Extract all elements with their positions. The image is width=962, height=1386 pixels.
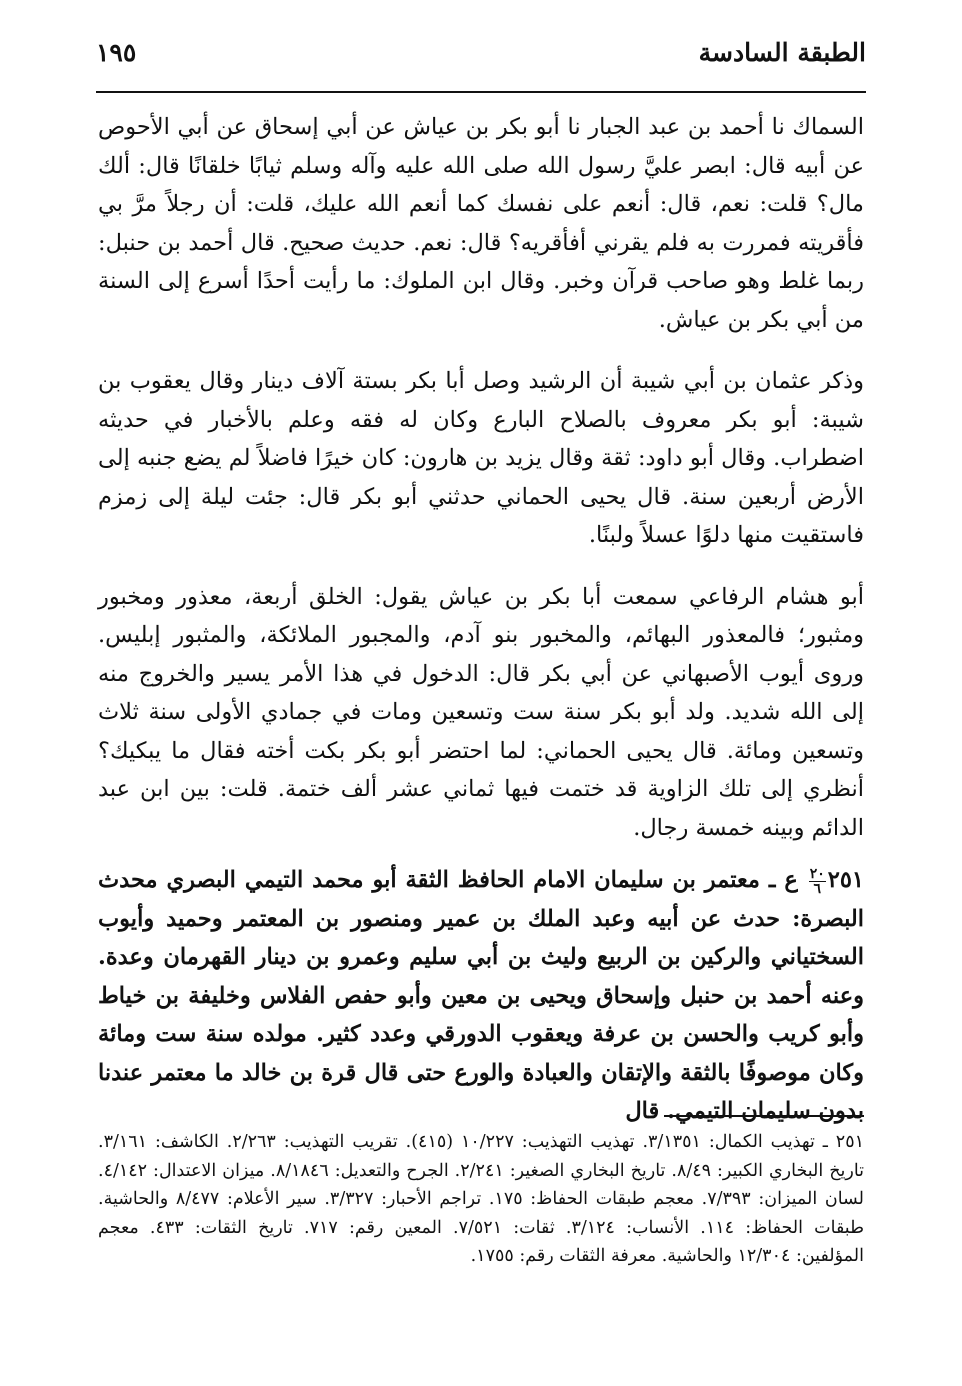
footnote-rule xyxy=(664,1115,864,1117)
header-rule xyxy=(96,91,866,93)
footnotes xyxy=(98,1128,864,1271)
chapter-title: الطبقة السادسة xyxy=(698,38,866,67)
entry-text: ع ـ معتمر بن سليمان الامام الحافظ الثقة أبو محمد التيمي البصري محدث البصرة: حدث عن أبيه وعبد الملك بن عمير ومنصور بن المعتمر وحميد وأيوب السختياني والركين بن الربيع وليث بن أبي سليم وعمرو بن دينار القهرمان وعدة. وعنه أحمد بن حنبل وإسحاق ويحيى بن معين وأبو حفص الفلاس وخليفة بن خياط وأبو كريب والحسن بن عرفة ويعقوب الدورقي وعدد كثير. مولده سنة ست ومائة وكان موصوفًا بالثقة والإتقان والعبادة والورع حتى قال قرة بن خالد ما معتمر عندنا بدون سليمان التيمي. قال xyxy=(98,867,864,1124)
entry-number: ٢٥١ xyxy=(827,867,865,893)
paragraph-3: أبو هشام الرفاعي سمعت أبا بكر بن عياش يقول: الخلق أربعة، معذور ومخبور ومثبور؛ فالمعذور البهائم، والمخبور بنو آدم، والمجبور الملائكة، والمثبور إبليس. وروى أيوب الأصبهاني عن أبي بكر قال: الدخول في هذا الأمر يسير والخروج منه إلى الله شديد. ولد أبو بكر سنة ست وتسعين ومات في جمادي الأولى سنة ثلاث وتسعين ومائة. قال يحيى الحماني: لما احتضر أبو بكر بكت أخته فقال ما يبكيك؟ أنظري إلى تلك الزاوية قد ختمت فيها ثماني عشر ألف ختمة. قلت: بين ابن عبد الدائم وبينه خمسة رجال. xyxy=(98,583,864,841)
fraction-top: ٢٠ xyxy=(809,865,825,882)
fraction-bottom: ٦ xyxy=(813,880,821,897)
page-number: ١٩٥ xyxy=(96,38,137,67)
paragraph-2: وذكر عثمان بن أبي شيبة أن الرشيد وصل أبا بكر بستة آلاف دينار وقال يعقوب بن شيبة: أبو بكر معروف بالصلاح البارع وكان له فقه وعلم بالأخبار في حديثه اضطراب. وقال أبو داود: ثقة وقال يزيد بن هارون: كان خيرًا فاضلاً لم يضع جنبه إلى الأرض أربعين سنة. قال يحيى الحماني حدثني أبو بكر قال: جئت ليلة إلى زمزم فاستقيت منها دلوًا عسلاً ولبنًا. xyxy=(98,368,864,548)
page-header xyxy=(96,38,866,78)
main-text xyxy=(98,108,864,1131)
footnote-text: ٢٥١ ـ تهذيب الكمال: ٣/١٣٥١. تهذيب التهذيب: ١٠/٢٢٧ (٤١٥). تقريب التهذيب: ٢/٢٦٣. الكاشف: ٣/١٦١. تاريخ البخاري الكبير: ٨/٤٩. تاريخ البخاري الصغير: ٢/٢٤١. الجرح والتعديل: ٨/١٨٤٦. ميزان الاعتدال: ٤/١٤٢. لسان الميزان: ٧/٣٩٣. معجم طبقات الحفاظ: ١٧٥. تراجم الأحبار: ٣/٣٢٧. سير الأعلام: ٨/٤٧٧ والحاشية. طبقات الحفاظ: ١١٤. الأنساب: ٣/١٢٤. ثقات: ٧/٥٢١. المعين رقم: ٧١٧. تاريخ الثقات: ٤٣٣. معجم المؤلفين: ١٢/٣٠٤ والحاشية. معرفة الثقات رقم: ١٧٥٥. xyxy=(98,1132,865,1266)
biography-entry xyxy=(98,861,864,1131)
paragraph-1: السماك نا أحمد بن عبد الجبار نا أبو بكر بن عياش عن أبي إسحاق عن أبي الأحوص عن أبيه قال: ابصر عليَّ رسول الله صلى الله عليه وآله وسلم ثيابًا خلقانًا قال: ألك مال؟ قلت: نعم، قال: أنعم على نفسك كما أنعم الله عليك، قلت: أن رجلاً مرَّ بي فأقريته فمررت به فلم يقرني أفأقريه؟ قال: نعم. حديث صحيح. قال أحمد بن حنبل: ربما غلط وهو صاحب قرآن وخبر. وقال ابن الملوك: ما رأيت أحدًا أسرع إلى السنة من أبي بكر بن عياش. xyxy=(98,114,864,333)
entry-fraction xyxy=(809,867,826,896)
